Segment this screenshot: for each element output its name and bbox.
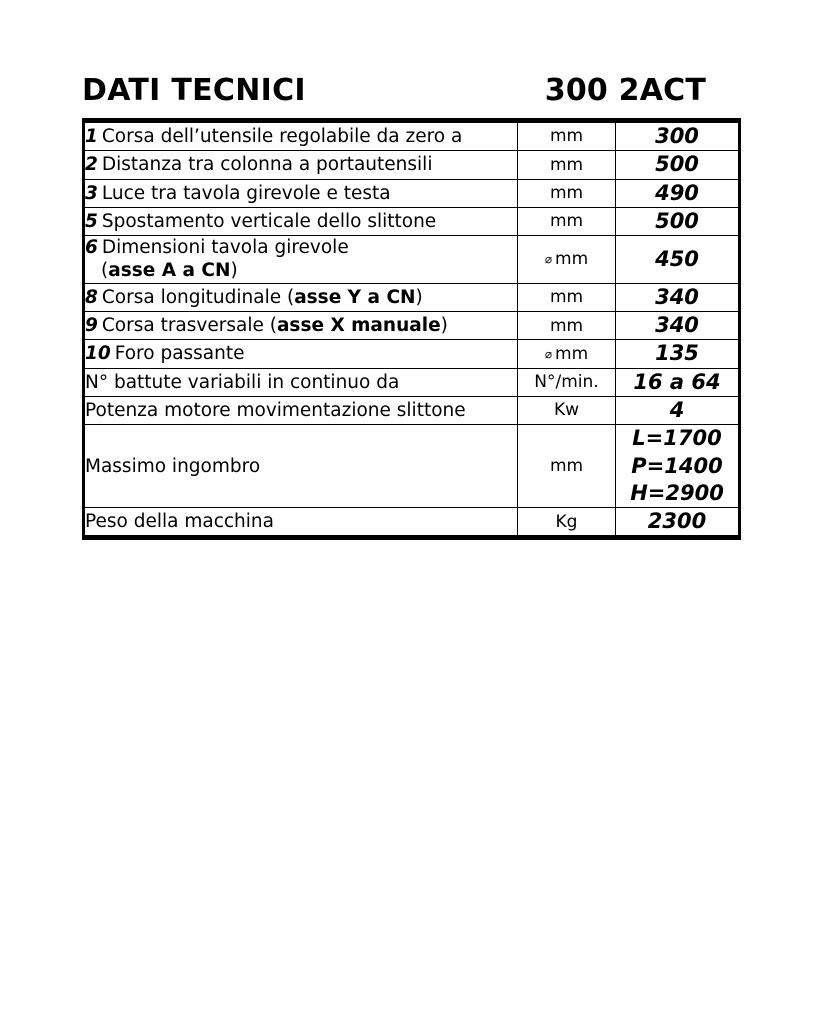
spec-unit-cell (518, 425, 616, 508)
spec-unit-cell (518, 508, 616, 538)
spec-unit-cell (518, 312, 616, 340)
spec-description-text: Distanza tra colonna a portautensili (101, 154, 433, 176)
spec-unit-cell (518, 207, 616, 235)
spec-value-text: 500 (655, 208, 699, 233)
spec-description-cell (84, 312, 518, 340)
spec-unit-cell (518, 151, 616, 179)
spec-description-cell (84, 396, 518, 424)
spec-value-line: P=1400 (631, 453, 723, 478)
table-row (84, 121, 740, 151)
spec-unit-text: Kw (553, 400, 580, 421)
spec-unit-text: mm (549, 154, 584, 175)
spec-description-cell (84, 425, 518, 508)
spec-description-text: Peso della macchina (85, 511, 274, 533)
spec-value-text: 16 a 64 (633, 369, 721, 394)
spec-value-text: 340 (655, 284, 699, 309)
spec-value-cell (616, 283, 740, 311)
table-row (84, 151, 740, 179)
spec-description-text: Dimensioni tavola girevole (101, 237, 349, 259)
spec-value-cell (616, 236, 740, 284)
spec-description-emphasis: asse Y a CN (294, 286, 416, 308)
spec-unit-text: mm (549, 183, 584, 204)
spec-unit-text: mm (555, 249, 589, 270)
spec-value-text: 490 (655, 180, 699, 205)
spec-description-cell (84, 508, 518, 538)
spec-value-line: H=2900 (630, 480, 724, 505)
table-row (84, 340, 740, 368)
spec-description-cell (84, 283, 518, 311)
spec-description-cell (84, 368, 518, 396)
table-row (84, 283, 740, 311)
spec-value-text: 135 (655, 341, 699, 366)
spec-value-cell (616, 340, 740, 368)
spec-index: 2 (85, 154, 98, 176)
spec-description-cell (84, 179, 518, 207)
spec-description-tail: ) (415, 286, 423, 308)
spec-index: 8 (85, 286, 98, 308)
page-title: DATI TECNICI (82, 73, 306, 108)
spec-unit-cell (518, 283, 616, 311)
spec-description-tail: ) (440, 315, 448, 337)
spec-value-text: 4 (669, 397, 685, 422)
spec-value-cell (616, 151, 740, 179)
spec-unit-text: mm (555, 343, 589, 364)
spec-value-cell (616, 396, 740, 424)
spec-value-cell (616, 312, 740, 340)
spec-index: 10 (85, 343, 111, 365)
spec-value-text: 340 (655, 313, 699, 338)
spec-unit-cell (518, 121, 616, 151)
spec-value-text: 500 (655, 152, 699, 177)
diameter-icon: ⌀ (544, 252, 553, 267)
spec-description-cell (84, 340, 518, 368)
spec-value-multiline (616, 425, 738, 507)
spec-value-cell (616, 207, 740, 235)
spec-unit-text: mm (549, 126, 584, 147)
spec-value-text: 450 (655, 246, 699, 271)
spec-unit-text: mm (549, 315, 584, 336)
spec-description-second-line (85, 259, 517, 282)
spec-unit-text: N°/min. (534, 372, 599, 393)
spec-value-text: 2300 (647, 509, 707, 534)
technical-data-table (82, 118, 741, 540)
spec-unit-cell (518, 368, 616, 396)
spec-value-cell (616, 425, 740, 508)
spec-unit-cell (518, 396, 616, 424)
spec-description-text: Massimo ingombro (85, 455, 261, 477)
spec-value-text: 300 (655, 124, 699, 148)
table-row (84, 312, 740, 340)
spec-index: 1 (85, 126, 98, 147)
spec-description-text: Potenza motore movimentazione slittone (85, 399, 466, 421)
table-row (84, 207, 740, 235)
spec-description-emphasis: asse X manuale (276, 315, 441, 337)
table-body (84, 121, 740, 538)
table-row (84, 396, 740, 424)
diameter-icon: ⌀ (544, 346, 553, 361)
model-designation: 300 2ACT (544, 73, 706, 108)
spec-description-cell (84, 151, 518, 179)
spec-unit-text: mm (549, 211, 584, 232)
spec-unit-text: mm (549, 456, 584, 477)
spec-description-text: Spostamento verticale dello slittone (101, 210, 437, 232)
spec-index: 9 (85, 315, 98, 337)
spec-value-cell (616, 121, 740, 151)
spec-index: 6 (85, 237, 98, 259)
spec-description-cell (84, 236, 518, 284)
spec-description-text: Luce tra tavola girevole e testa (101, 182, 391, 204)
spec-unit-cell (518, 340, 616, 368)
spec-description-text: Corsa dell’utensile regolabile da zero a (101, 126, 463, 147)
spec-value-cell (616, 368, 740, 396)
table-row (84, 368, 740, 396)
spec-description-text: Corsa trasversale ( (101, 315, 277, 337)
spec-value-cell (616, 179, 740, 207)
spec-description-cell (84, 207, 518, 235)
spec-index: 5 (85, 210, 98, 232)
spec-value-cell (616, 508, 740, 538)
table-row (84, 236, 740, 284)
document-header (82, 73, 738, 108)
spec-unit-text: mm (549, 287, 584, 308)
spec-unit-cell (518, 236, 616, 284)
spec-unit-text: Kg (555, 511, 578, 532)
table-row (84, 425, 740, 508)
spec-axis-emphasis: asse A a CN (108, 260, 231, 282)
paren-open: ( (101, 260, 109, 282)
spec-unit-cell (518, 179, 616, 207)
spec-value-line: L=1700 (632, 426, 722, 451)
spec-description-text: Corsa longitudinale ( (101, 286, 295, 308)
spec-description-cell (84, 121, 518, 151)
table-row (84, 179, 740, 207)
spec-index: 3 (85, 182, 98, 204)
spec-description-text: Foro passante (114, 343, 245, 365)
paren-close: ) (230, 260, 238, 282)
spec-description-text: N° battute variabili in continuo da (85, 371, 400, 393)
table-row (84, 508, 740, 538)
